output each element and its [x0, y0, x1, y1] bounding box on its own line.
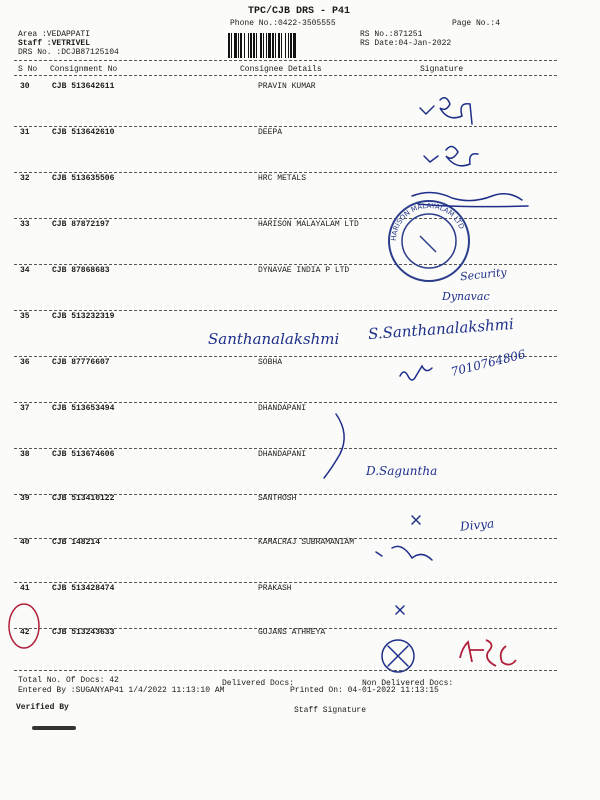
- row-consignee: KAMALRAJ SUBRAMANIAM: [258, 538, 355, 547]
- row-consignment: CJB 513232319: [52, 312, 115, 321]
- footer-divider: [14, 670, 557, 671]
- row-consignment: CJB 87872197: [52, 220, 110, 229]
- total-docs: Total No. Of Docs: 42: [18, 676, 119, 685]
- row-consignee: SOBHA: [258, 358, 283, 367]
- row-consignment: CJB 513243633: [52, 628, 115, 637]
- row-sno: 30: [20, 82, 30, 91]
- row-consignment: CJB 513642611: [52, 82, 115, 91]
- hw-row34-b: Dynavac: [442, 290, 490, 303]
- row-consignee: DEEPA: [258, 128, 283, 137]
- row-consignment: CJB 513428474: [52, 584, 115, 593]
- col-consignee: Consignee Details: [240, 65, 322, 74]
- staff-label: Staff :VETRIVEL: [18, 39, 91, 48]
- row-sno: 37: [20, 404, 30, 413]
- page-number: Page No.:4: [452, 19, 501, 28]
- row-sno: 41: [20, 584, 30, 593]
- row-consignment: CJB 513410122: [52, 494, 115, 503]
- row-consignment: CJB 513674606: [52, 450, 115, 459]
- row-consignee: DHANDAPANI: [258, 450, 307, 459]
- row-sno: 40: [20, 538, 30, 547]
- hw-row35-sig: S.Santhanalakshmi: [367, 314, 515, 344]
- hw-row38: D.Saguntha: [366, 464, 438, 478]
- row-consignee: GUJANS ATHREYA: [258, 628, 326, 637]
- row-consignee: DYNAVAE INDIA P LTD: [258, 266, 350, 275]
- row-sno: 38: [20, 450, 30, 459]
- row-sno: 32: [20, 174, 30, 183]
- row-consignment: CJB 87868683: [52, 266, 110, 275]
- staff-signature: Staff Signature: [294, 706, 367, 715]
- row-sno: 34: [20, 266, 30, 275]
- col-signature: Signature: [420, 65, 464, 74]
- rs-number: RS No.:871251: [360, 30, 423, 39]
- col-consignment: Consignment No: [50, 65, 118, 74]
- row-sno: 42: [20, 628, 30, 637]
- non-delivered-docs: Non Delivered Docs:: [362, 679, 454, 688]
- hw-row39: Divya: [459, 516, 495, 534]
- phone-number: Phone No.:0422-3505555: [230, 19, 336, 28]
- entered-by: Entered By :SUGANYAP41 1/4/2022 11:13:10 AM: [18, 686, 225, 695]
- row-sno: 33: [20, 220, 30, 229]
- drs-number: DRS No. :DCJB87125104: [18, 48, 119, 57]
- row-consignee: DHANDAPANI: [258, 404, 307, 413]
- row-42-circle: [9, 604, 39, 648]
- row-consignment: CJB 87776607: [52, 358, 110, 367]
- col-sno: S No: [18, 65, 38, 74]
- hw-row35-name: Santhanalakshmi: [208, 330, 340, 348]
- area-label: Area :VEDAPPATI: [18, 30, 91, 39]
- verified-by: Verified By: [16, 703, 69, 712]
- row-consignee: PRAVIN KUMAR: [258, 82, 316, 91]
- document-title: TPC/CJB DRS - P41: [248, 6, 351, 17]
- row-sno: 39: [20, 494, 30, 503]
- hw-row34-a: Security: [459, 265, 508, 284]
- row-consignment: CJB 148214: [52, 538, 101, 547]
- row-consignment: CJB 513635506: [52, 174, 115, 183]
- printed-on: Printed On: 04-01-2022 11:13:15: [290, 686, 439, 695]
- stamp-text: HARISON MALAYALAM LTD: [389, 201, 466, 242]
- row-consignment: CJB 513653494: [52, 404, 115, 413]
- row-consignee: HARISON MALAYALAM LTD: [258, 220, 359, 229]
- hw-row36-phone: 7010764806: [449, 346, 527, 380]
- row-sno: 35: [20, 312, 30, 321]
- row-consignee: SANTHOSH: [258, 494, 297, 503]
- row-consignment: CJB 513642610: [52, 128, 115, 137]
- row-consignee: HRC METALS: [258, 174, 307, 183]
- delivered-docs: Delivered Docs:: [222, 679, 295, 688]
- row-sno: 31: [20, 128, 30, 137]
- verifier-scribble: [32, 726, 76, 730]
- row-sno: 36: [20, 358, 30, 367]
- row-consignee: PRAKASH: [258, 584, 292, 593]
- rs-date: RS Date:04-Jan-2022: [360, 39, 452, 48]
- hw-row42: [470, 650, 472, 651]
